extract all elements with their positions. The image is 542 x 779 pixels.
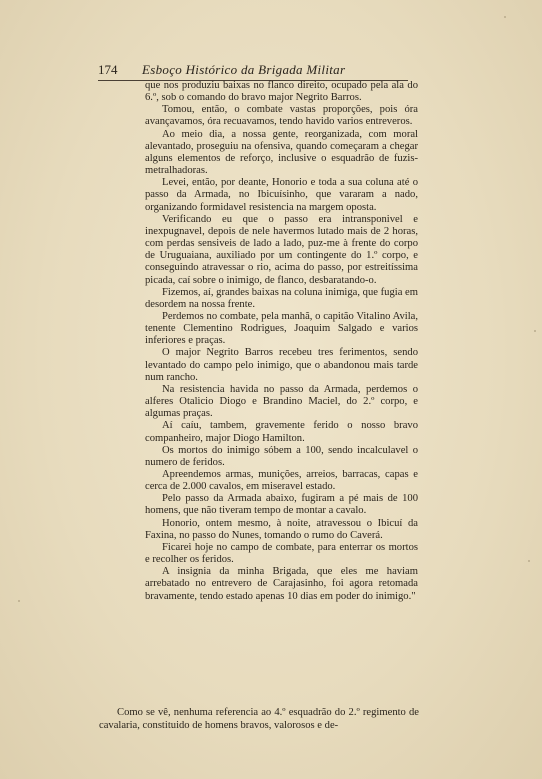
paper-speck: [528, 560, 530, 562]
paragraph: Tomou, então, o combate vastas proporções, pois óra avançavamos, óra recuavamos, tendo havido varios entreveros.: [145, 104, 418, 128]
closing-text: [99, 707, 419, 732]
paragraph: A insignia da minha Brigada, que eles me haviam arrebatado no entrevero de Carajasinho, foi agora retomada bravamente, tendo estado apenas 10 dias em poder do inimigo.": [145, 566, 418, 602]
paragraph: que nos produziu baixas no flanco direito, ocupado pela ala do 6.º, sob o comando do bravo major Negrito Barros.: [145, 80, 418, 104]
paragraph: Fizemos, aí, grandes baixas na coluna inimiga, que fugia em desordem na nossa frente.: [145, 286, 418, 310]
paragraph: Como se vê, nenhuma referencia ao 4.º esquadrão do 2.º regimento de cavalaria, constituido de homens bravos, valorosos e de-: [99, 707, 419, 731]
running-title: Esboço Histórico da Brigada Militar: [142, 62, 346, 77]
paragraph: Ao meio dia, a nossa gente, reorganizada, com moral alevantado, proseguiu na ofensiva, quando começaram a chegar alguns elementos de reforço, inclusive o esquadrão de fuzis-metralhadoras.: [145, 128, 418, 177]
paragraph: Perdemos no combate, pela manhã, o capitão Vitalino Avila, tenente Clementino Rodrigues, Joaquim Salgado e varios inferiores e praças.: [145, 310, 418, 347]
paragraph: Levei, então, por deante, Honorio e toda a sua coluna até o passo da Armada, no Ibicuísinho, que vararam a nado, organizando formidavel resistencia na margem oposta.: [145, 177, 418, 213]
paragraph: Verificando eu que o passo era intransponivel e inexpugnavel, depois de nele havermos lutado mais de 2 horas, com perdas sensiveis de lado a lado, puz-me à frente do corpo de Uruguaiana, auxiliado por um contingente do 1.º corpo, e conseguindo atravessar o rio, acima do passo, por estreitíssima picada, caí sobre o inimigo, de flanco, desbaratando-o.: [145, 213, 418, 286]
paragraph: Ficarei hoje no campo de combate, para enterrar os mortos e recolher os feridos.: [145, 541, 418, 566]
page-number: 174: [98, 62, 118, 77]
paragraph: Os mortos do inimigo sóbem a 100, sendo incalculavel o numero de feridos.: [145, 444, 418, 468]
paragraph: Pelo passo da Armada abaixo, fugiram a pé mais de 100 homens, que não tiveram tempo de montar a cavalo.: [145, 493, 418, 517]
quoted-report: [145, 80, 418, 603]
page-header: [98, 62, 408, 81]
paper-speck: [504, 16, 506, 18]
paragraph: Aí caíu, tambem, gravemente ferido o nosso bravo companheiro, major Diogo Hamilton.: [145, 420, 418, 444]
paragraph: Honorio, ontem mesmo, à noite, atravessou o Ibicuí da Faxina, no passo do Nunes, tomando o rumo do Caverá.: [145, 517, 418, 541]
paragraph: Na resistencia havida no passo da Armada, perdemos o alferes Otalicio Diogo e Brandino Maciel, do 2.º corpo, e algumas praças.: [145, 383, 418, 420]
paragraph: Apreendemos armas, munições, arreios, barracas, capas e cerca de 2.000 cavalos, em miseravel estado.: [145, 469, 418, 493]
paper-speck: [534, 330, 536, 332]
paper-speck: [18, 600, 20, 602]
paragraph: O major Negrito Barros recebeu tres ferimentos, sendo levantado do campo pelo inimigo, que o abandonou mais tarde num rancho.: [145, 347, 418, 383]
